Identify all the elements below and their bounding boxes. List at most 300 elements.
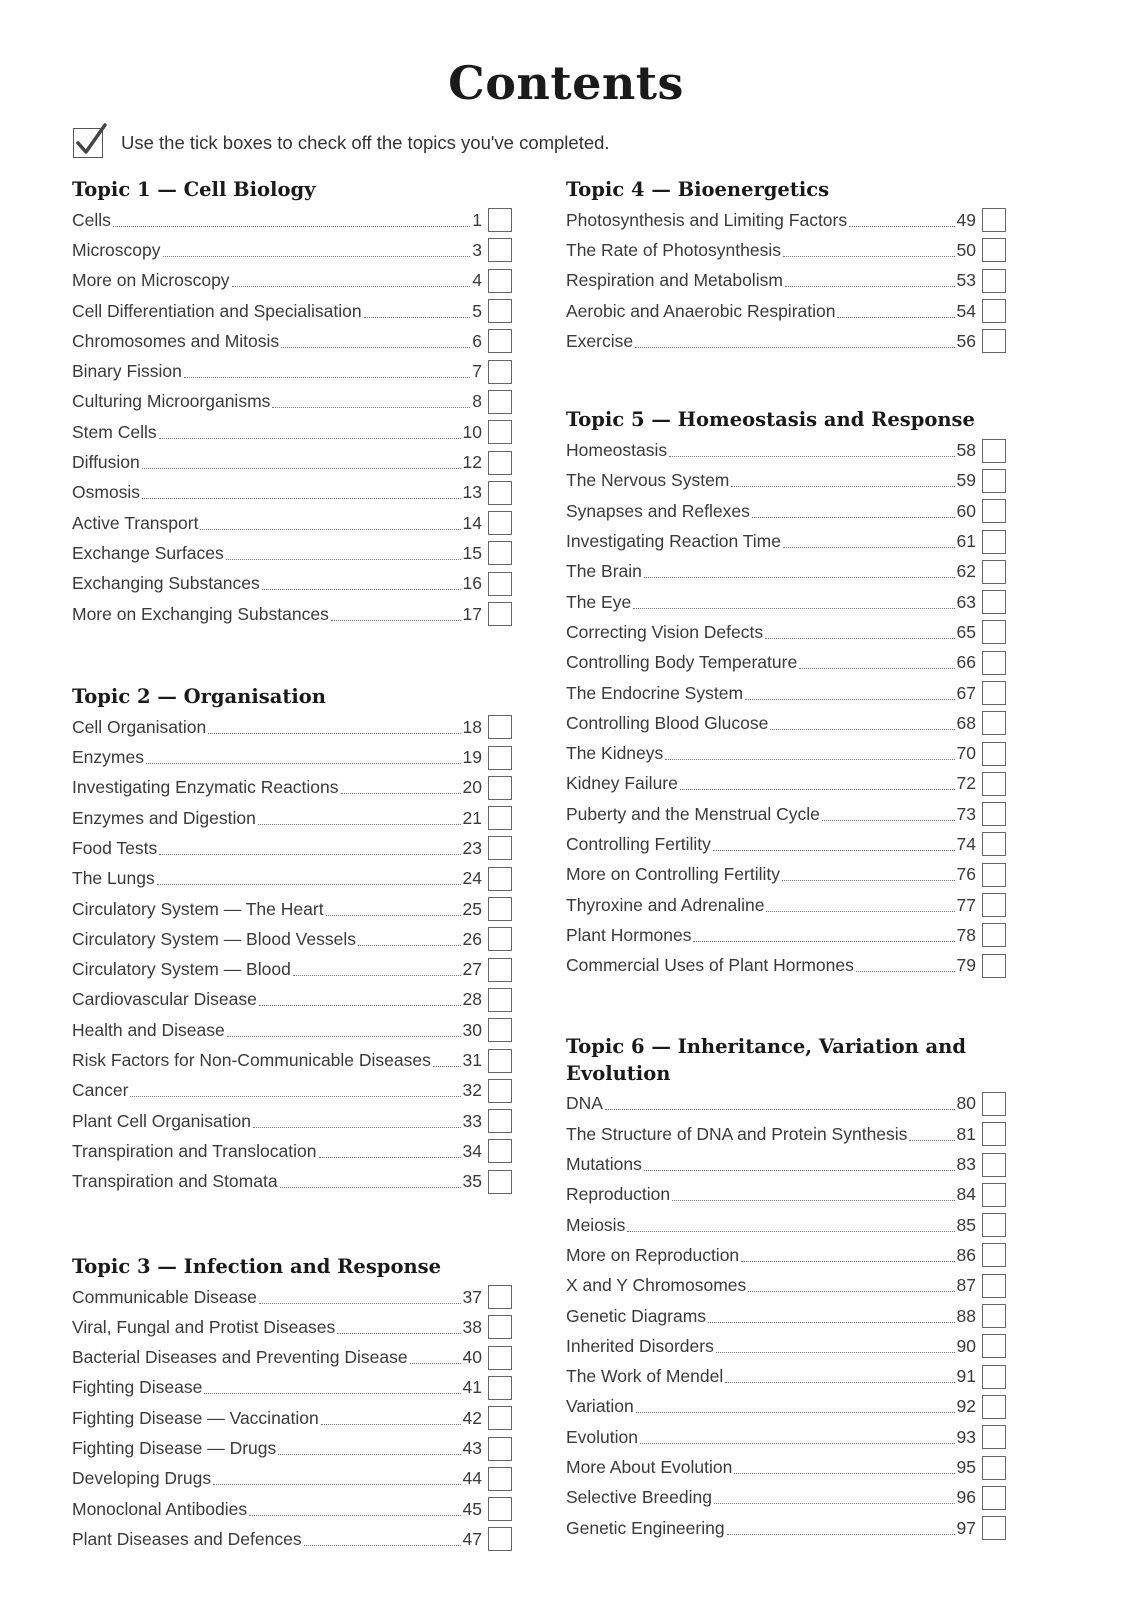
toc-entry: [72, 742, 512, 772]
tick-box[interactable]: [488, 360, 512, 384]
entry-title: More on Controlling Fertility: [566, 864, 780, 885]
toc-entry: [72, 296, 512, 326]
topic-section: [566, 176, 1006, 356]
entry-title: Plant Diseases and Defences: [72, 1528, 302, 1549]
tick-box[interactable]: [488, 715, 512, 739]
toc-entry: [72, 569, 512, 599]
page-number: 70: [956, 743, 976, 764]
entry-title: X and Y Chromosomes: [566, 1275, 747, 1296]
entry-title: Meiosis: [566, 1214, 626, 1235]
toc-entry: [72, 1343, 512, 1373]
toc-entry: [566, 587, 1006, 617]
page-number: 43: [462, 1438, 482, 1459]
page-number: 7: [472, 361, 482, 382]
dot-leader: [200, 529, 460, 530]
toc-entry: [566, 617, 1006, 647]
tick-box[interactable]: [982, 802, 1006, 826]
tick-box[interactable]: [488, 958, 512, 982]
dot-leader: [159, 438, 461, 439]
entry-title: Transpiration and Stomata: [72, 1171, 278, 1192]
toc-entry: [566, 526, 1006, 556]
tick-box[interactable]: [982, 469, 1006, 493]
tick-box[interactable]: [488, 420, 512, 444]
page-number: 90: [956, 1335, 976, 1356]
dot-leader: [281, 347, 470, 348]
tick-box[interactable]: [982, 1486, 1006, 1510]
entry-title: Binary Fission: [72, 361, 182, 382]
topic-section: [72, 176, 512, 629]
page-number: 67: [956, 682, 976, 703]
page-number: 73: [956, 803, 976, 824]
tick-box[interactable]: [982, 590, 1006, 614]
entry-title: Homeostasis: [566, 440, 668, 461]
tick-box[interactable]: [982, 742, 1006, 766]
entry-title: The Work of Mendel: [566, 1366, 724, 1387]
entry-title: Synapses and Reflexes: [566, 500, 750, 521]
toc-entry: [566, 799, 1006, 829]
entry-title: Investigating Reaction Time: [566, 531, 781, 552]
tick-box[interactable]: [982, 1213, 1006, 1237]
tick-box[interactable]: [488, 1437, 512, 1461]
page-number: 80: [956, 1093, 976, 1114]
toc-entry: [566, 678, 1006, 708]
entry-title: Aerobic and Anaerobic Respiration: [566, 300, 836, 321]
toc-entry: [566, 738, 1006, 768]
dot-leader: [262, 589, 461, 590]
dot-leader: [665, 759, 954, 760]
toc-entry: [72, 1373, 512, 1403]
page-number: 19: [462, 747, 482, 768]
toc-entry: [566, 435, 1006, 465]
dot-leader: [837, 317, 954, 318]
dot-leader: [644, 577, 955, 578]
toc-entry: [566, 1149, 1006, 1179]
dot-leader: [146, 763, 461, 764]
toc-entry: [72, 1106, 512, 1136]
tick-box[interactable]: [488, 1315, 512, 1339]
tick-box[interactable]: [488, 1109, 512, 1133]
page-number: 24: [462, 868, 482, 889]
tick-box[interactable]: [488, 1139, 512, 1163]
tick-box[interactable]: [488, 208, 512, 232]
entry-title: Health and Disease: [72, 1019, 225, 1040]
tick-box[interactable]: [982, 620, 1006, 644]
dot-leader: [326, 915, 461, 916]
dot-leader: [253, 1127, 461, 1128]
toc-entry: [566, 860, 1006, 890]
tick-box[interactable]: [488, 299, 512, 323]
toc-entry: [566, 1422, 1006, 1452]
tick-box[interactable]: [982, 651, 1006, 675]
tick-box[interactable]: [982, 1516, 1006, 1540]
topic-entries: [72, 712, 512, 1197]
tick-box[interactable]: [488, 329, 512, 353]
tick-box[interactable]: [982, 1365, 1006, 1389]
page-number: 37: [462, 1286, 482, 1307]
page-number: 63: [956, 591, 976, 612]
tick-box[interactable]: [488, 1049, 512, 1073]
tick-box[interactable]: [982, 1395, 1006, 1419]
right-column: [566, 176, 1006, 1543]
toc-entry: [72, 1045, 512, 1075]
dot-leader: [232, 286, 470, 287]
toc-entry: [72, 387, 512, 417]
dot-leader: [321, 1424, 461, 1425]
tick-box[interactable]: [982, 1092, 1006, 1116]
entry-title: Puberty and the Menstrual Cycle: [566, 803, 820, 824]
entry-title: Enzymes: [72, 747, 144, 768]
entry-title: Commercial Uses of Plant Hormones: [566, 955, 854, 976]
entry-title: The Structure of DNA and Protein Synthesis: [566, 1123, 908, 1144]
dot-leader: [213, 1484, 460, 1485]
dot-leader: [849, 226, 954, 227]
tick-box[interactable]: [488, 541, 512, 565]
page-number: 54: [956, 300, 976, 321]
page-number: 33: [462, 1110, 482, 1131]
page-number: 6: [472, 330, 482, 351]
tick-box[interactable]: [488, 511, 512, 535]
tick-box[interactable]: [982, 269, 1006, 293]
toc-entry: [72, 508, 512, 538]
dot-leader: [227, 1036, 461, 1037]
entry-title: Evolution: [566, 1426, 638, 1447]
tick-box[interactable]: [982, 299, 1006, 323]
page-number: 84: [956, 1184, 976, 1205]
dot-leader: [157, 884, 461, 885]
page-number: 86: [956, 1244, 976, 1265]
tick-box[interactable]: [488, 836, 512, 860]
dot-leader: [734, 1473, 954, 1474]
page-number: 88: [956, 1305, 976, 1326]
toc-entry: [72, 447, 512, 477]
dot-leader: [741, 1261, 954, 1262]
dot-leader: [142, 468, 461, 469]
toc-entry: [566, 1240, 1006, 1270]
toc-entry: [566, 1452, 1006, 1482]
toc-entry: [72, 1464, 512, 1494]
tick-box[interactable]: [488, 1406, 512, 1430]
tick-box[interactable]: [488, 927, 512, 951]
tick-box[interactable]: [488, 776, 512, 800]
tick-box[interactable]: [982, 923, 1006, 947]
tick-box[interactable]: [982, 530, 1006, 554]
tick-box[interactable]: [982, 1304, 1006, 1328]
tick-box[interactable]: [982, 1274, 1006, 1298]
entry-title: More on Microscopy: [72, 270, 230, 291]
topic-heading: Topic 2 — Organisation: [72, 685, 326, 709]
page-number: 21: [462, 807, 482, 828]
topic-entries: [566, 205, 1006, 356]
page-number: 68: [956, 712, 976, 733]
page-number: 81: [956, 1123, 976, 1144]
topic-heading: Topic 4 — Bioenergetics: [566, 178, 830, 201]
page-number: 17: [462, 603, 482, 624]
entry-title: Stem Cells: [72, 421, 157, 442]
toc-entry: [72, 894, 512, 924]
entry-title: Communicable Disease: [72, 1286, 257, 1307]
page-number: 14: [462, 512, 482, 533]
toc-entry: [72, 833, 512, 863]
tick-box[interactable]: [982, 499, 1006, 523]
dot-leader: [669, 456, 954, 457]
toc-entry: [566, 466, 1006, 496]
tick-box[interactable]: [982, 1456, 1006, 1480]
entry-title: Developing Drugs: [72, 1468, 212, 1489]
tick-box[interactable]: [982, 954, 1006, 978]
entry-title: Kidney Failure: [566, 773, 678, 794]
page-number: 91: [956, 1366, 976, 1387]
entry-title: Investigating Enzymatic Reactions: [72, 777, 339, 798]
toc-entry: [566, 326, 1006, 356]
toc-entry: [566, 1392, 1006, 1422]
page-number: 40: [462, 1347, 482, 1368]
tick-box[interactable]: [488, 806, 512, 830]
entry-title: More on Reproduction: [566, 1244, 740, 1265]
page-number: 72: [956, 773, 976, 794]
page-number: 65: [956, 621, 976, 642]
page-number: 60: [956, 500, 976, 521]
page-number: 97: [956, 1517, 976, 1538]
topic-section: [566, 406, 1006, 980]
tick-box[interactable]: [488, 1376, 512, 1400]
tick-box[interactable]: [488, 238, 512, 262]
toc-entry: [72, 803, 512, 833]
entry-title: Osmosis: [72, 482, 141, 503]
dot-leader: [785, 286, 955, 287]
entry-title: More on Exchanging Substances: [72, 603, 329, 624]
tick-box[interactable]: [488, 1285, 512, 1309]
toc-entry: [72, 478, 512, 508]
dot-leader: [280, 1187, 461, 1188]
page-number: 50: [956, 239, 976, 260]
tick-box[interactable]: [488, 1497, 512, 1521]
dot-leader: [184, 377, 470, 378]
tick-box[interactable]: [982, 832, 1006, 856]
toc-entry: [566, 1331, 1006, 1361]
entry-title: Plant Hormones: [566, 924, 692, 945]
entry-title: Cell Organisation: [72, 716, 207, 737]
tick-box[interactable]: [488, 1018, 512, 1042]
page-number: 47: [462, 1528, 482, 1549]
tick-box[interactable]: [488, 481, 512, 505]
entry-title: More About Evolution: [566, 1457, 733, 1478]
dot-leader: [605, 1109, 955, 1110]
tick-box[interactable]: [488, 602, 512, 626]
entry-title: Risk Factors for Non-Communicable Diseases: [72, 1050, 431, 1071]
tick-box[interactable]: [982, 681, 1006, 705]
tick-box[interactable]: [488, 988, 512, 1012]
page-number: 66: [956, 652, 976, 673]
entry-title: Food Tests: [72, 837, 158, 858]
dot-leader: [226, 559, 461, 560]
topic-section: [72, 1253, 512, 1555]
tick-box[interactable]: [488, 451, 512, 475]
dot-leader: [752, 517, 955, 518]
toc-entry: [72, 326, 512, 356]
instruction-line: [73, 126, 610, 160]
dot-leader: [636, 1412, 955, 1413]
tick-box[interactable]: [488, 572, 512, 596]
tick-box[interactable]: [488, 897, 512, 921]
toc-entry: [72, 599, 512, 629]
topic-heading: Topic 3 — Infection and Response: [72, 1254, 442, 1278]
tick-box[interactable]: [488, 1170, 512, 1194]
entry-title: Transpiration and Translocation: [72, 1140, 317, 1161]
entry-title: Controlling Fertility: [566, 833, 711, 854]
toc-entry: [72, 1433, 512, 1463]
tick-box[interactable]: [982, 560, 1006, 584]
toc-entry: [566, 1483, 1006, 1513]
page-number: 44: [462, 1468, 482, 1489]
tick-box[interactable]: [982, 238, 1006, 262]
toc-entry: [72, 1282, 512, 1312]
entry-title: Fighting Disease: [72, 1377, 203, 1398]
page-number: 77: [956, 894, 976, 915]
entry-title: Exchange Surfaces: [72, 542, 224, 563]
toc-entry: [72, 417, 512, 447]
entry-title: Enzymes and Digestion: [72, 807, 256, 828]
toc-entry: [566, 1210, 1006, 1240]
dot-leader: [627, 1231, 954, 1232]
toc-entry: [566, 205, 1006, 235]
entry-title: Monoclonal Antibodies: [72, 1498, 248, 1519]
toc-entry: [72, 205, 512, 235]
tick-box[interactable]: [982, 1183, 1006, 1207]
page-number: 53: [956, 270, 976, 291]
dot-leader: [249, 1515, 460, 1516]
tick-box[interactable]: [982, 1425, 1006, 1449]
toc-entry: [566, 1119, 1006, 1149]
page-number: 20: [462, 777, 482, 798]
tick-box[interactable]: [982, 1153, 1006, 1177]
tick-box[interactable]: [488, 867, 512, 891]
tick-box[interactable]: [488, 746, 512, 770]
toc-entry: [566, 1089, 1006, 1119]
page-number: 95: [956, 1457, 976, 1478]
dot-leader: [159, 854, 460, 855]
dot-leader: [433, 1066, 461, 1067]
tick-box[interactable]: [488, 1467, 512, 1491]
tick-box[interactable]: [982, 772, 1006, 796]
entry-title: Reproduction: [566, 1184, 671, 1205]
toc-entry: [72, 1015, 512, 1045]
tick-box[interactable]: [982, 1334, 1006, 1358]
toc-entry: [566, 1301, 1006, 1331]
entry-title: The Eye: [566, 591, 632, 612]
toc-entry: [566, 890, 1006, 920]
toc-entry: [72, 1136, 512, 1166]
topic-heading: Topic 6 — Inheritance, Variation and Evolution: [566, 1034, 966, 1085]
tick-box[interactable]: [982, 893, 1006, 917]
page-number: 10: [462, 421, 482, 442]
tick-box[interactable]: [982, 711, 1006, 735]
toc-entry: [72, 1494, 512, 1524]
tick-box[interactable]: [488, 1079, 512, 1103]
instruction-text: Use the tick boxes to check off the topics you've completed.: [121, 132, 610, 153]
tick-box[interactable]: [488, 390, 512, 414]
dot-leader: [766, 911, 954, 912]
entry-title: Variation: [566, 1396, 634, 1417]
tick-box[interactable]: [982, 439, 1006, 463]
tick-box[interactable]: [982, 863, 1006, 887]
page-number: 12: [462, 452, 482, 473]
toc-entry: [566, 1362, 1006, 1392]
entry-title: Controlling Blood Glucose: [566, 712, 769, 733]
toc-entry: [72, 1167, 512, 1197]
entry-title: The Rate of Photosynthesis: [566, 239, 781, 260]
dot-leader: [783, 547, 955, 548]
dot-leader: [410, 1363, 461, 1364]
tick-box[interactable]: [488, 269, 512, 293]
toc-entry: [72, 538, 512, 568]
entry-title: The Brain: [566, 561, 642, 582]
entry-title: Plant Cell Organisation: [72, 1110, 251, 1131]
entry-title: Circulatory System — Blood Vessels: [72, 928, 356, 949]
page-number: 59: [956, 470, 976, 491]
entry-title: Inherited Disorders: [566, 1335, 714, 1356]
dot-leader: [708, 1322, 954, 1323]
toc-entry: [72, 1524, 512, 1554]
tick-box[interactable]: [982, 329, 1006, 353]
dot-leader: [782, 880, 955, 881]
page-number: 5: [472, 300, 482, 321]
dot-leader: [725, 1382, 954, 1383]
dot-leader: [142, 498, 460, 499]
dot-leader: [644, 1170, 955, 1171]
dot-leader: [208, 733, 460, 734]
tick-box[interactable]: [982, 208, 1006, 232]
tick-box[interactable]: [488, 1346, 512, 1370]
entry-title: Bacterial Diseases and Preventing Disease: [72, 1347, 408, 1368]
page-number: 30: [462, 1019, 482, 1040]
toc-entry: [566, 1513, 1006, 1543]
page-number: 3: [472, 239, 482, 260]
entry-title: The Kidneys: [566, 743, 664, 764]
page-number: 87: [956, 1275, 976, 1296]
page-number: 31: [462, 1050, 482, 1071]
page-number: 42: [462, 1407, 482, 1428]
page-number: 79: [956, 955, 976, 976]
dot-leader: [713, 850, 955, 851]
checkmark-icon: [73, 128, 103, 158]
entry-title: Genetic Engineering: [566, 1517, 725, 1538]
entry-title: Mutations: [566, 1154, 642, 1175]
dot-leader: [358, 945, 461, 946]
dot-leader: [337, 1333, 460, 1334]
page-number: 32: [462, 1080, 482, 1101]
page-number: 78: [956, 924, 976, 945]
page-number: 8: [472, 391, 482, 412]
dot-leader: [364, 317, 470, 318]
page-number: 26: [462, 928, 482, 949]
tick-box[interactable]: [982, 1122, 1006, 1146]
entry-title: The Nervous System: [566, 470, 730, 491]
page-number: 76: [956, 864, 976, 885]
page-number: 93: [956, 1426, 976, 1447]
dot-leader: [204, 1393, 460, 1394]
dot-leader: [259, 1303, 461, 1304]
toc-entry: [566, 708, 1006, 738]
toc-entry: [72, 985, 512, 1015]
entry-title: Thyroxine and Adrenaline: [566, 894, 765, 915]
dot-leader: [113, 226, 470, 227]
toc-entry: [566, 1271, 1006, 1301]
tick-box[interactable]: [488, 1527, 512, 1551]
entry-title: Circulatory System — The Heart: [72, 898, 324, 919]
entry-title: Correcting Vision Defects: [566, 621, 764, 642]
tick-box[interactable]: [982, 1243, 1006, 1267]
toc-entry: [566, 829, 1006, 859]
